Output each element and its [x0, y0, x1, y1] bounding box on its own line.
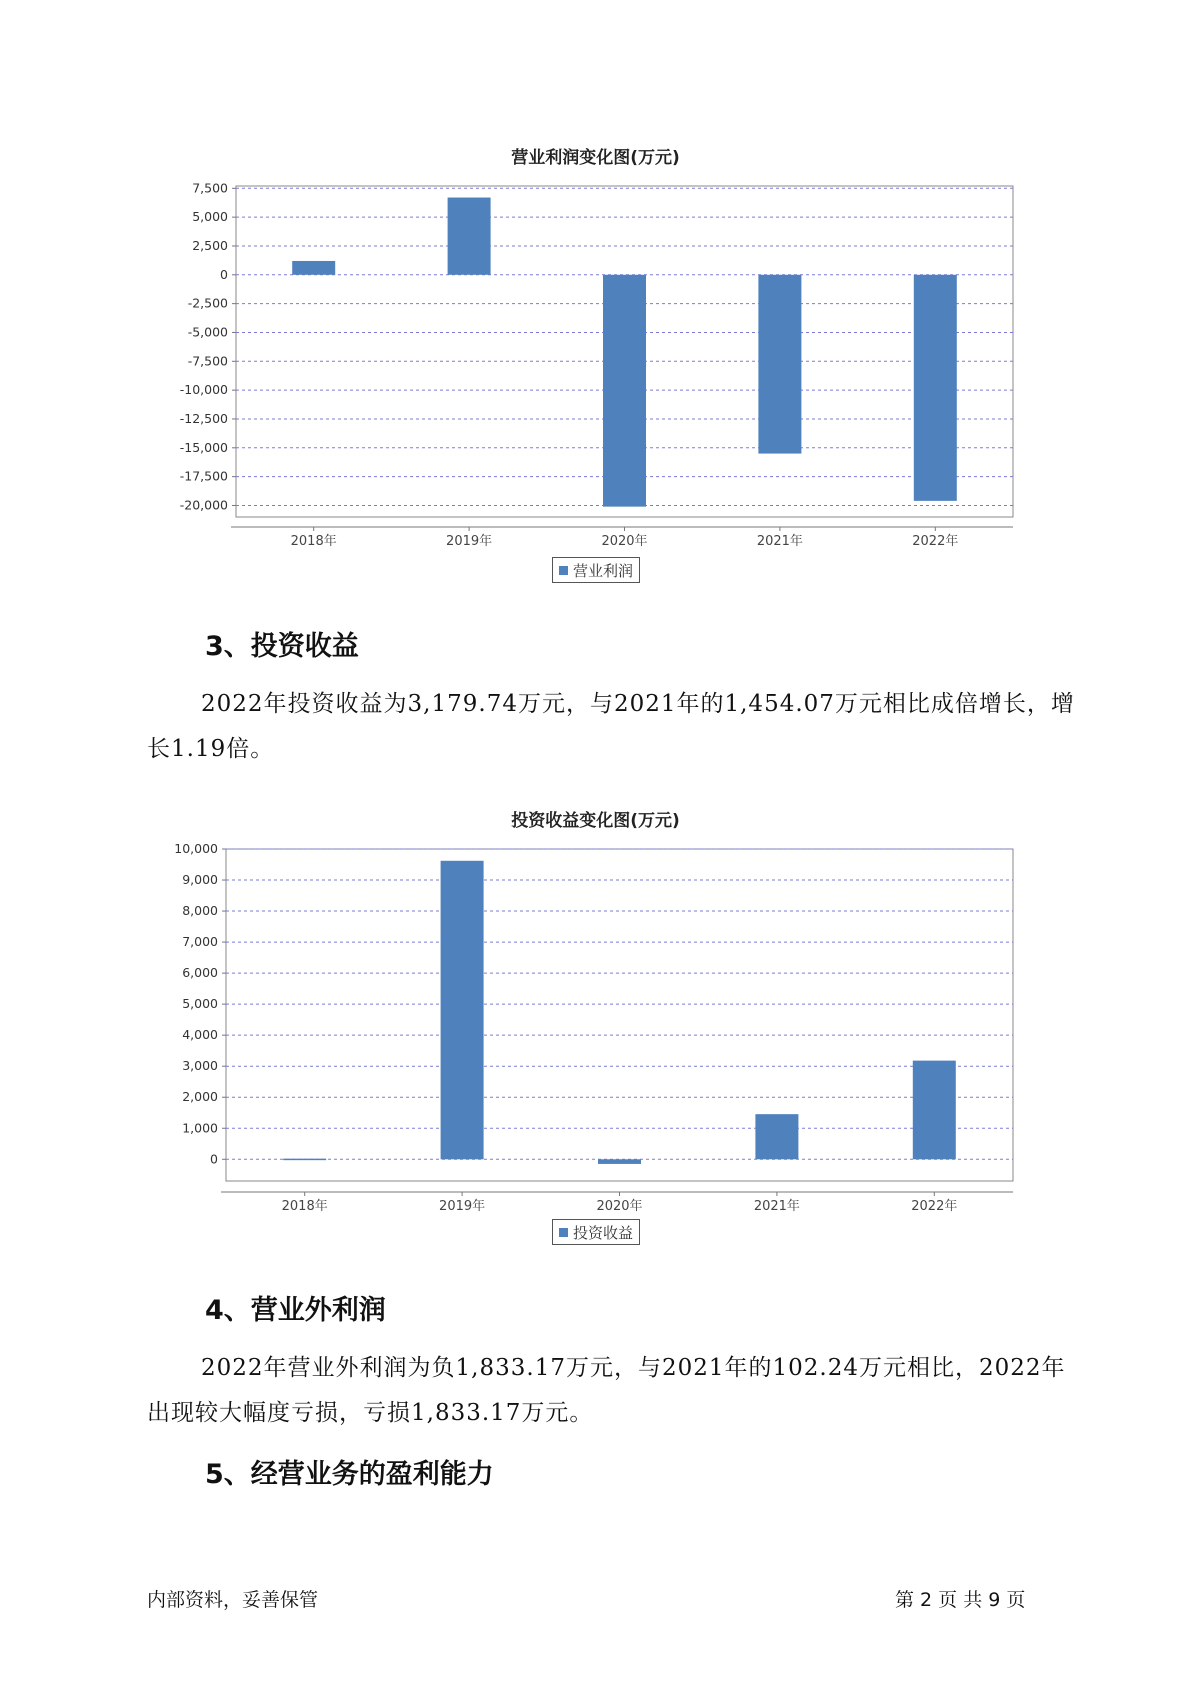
- y-tick-label: 10,000: [174, 841, 218, 856]
- x-tick-label: 2018年: [281, 1199, 328, 1214]
- plot-area: [226, 849, 1013, 1181]
- legend-swatch-icon: [559, 1228, 568, 1237]
- section-4-heading: 4、营业外利润: [205, 1295, 386, 1326]
- x-tick-label: 2020年: [596, 1199, 643, 1214]
- section-5-heading: 5、经营业务的盈利能力: [205, 1459, 494, 1490]
- y-tick-label: 0: [220, 266, 228, 282]
- y-tick-label: -2,500: [187, 295, 228, 311]
- y-tick-label: 0: [210, 1151, 218, 1167]
- bar-2021年: [755, 1114, 798, 1159]
- section-3-text: 2022年投资收益为3,179.74万元，与2021年的1,454.07万元相比成倍增长，增长1.19倍。: [147, 691, 1075, 762]
- footer-page-number: 第 2 页 共 9 页: [895, 1589, 1026, 1611]
- chart2-title: 投资收益变化图(万元): [511, 811, 680, 831]
- y-tick-label: -7,500: [187, 353, 228, 369]
- chart2-legend: [552, 1219, 640, 1245]
- x-tick-label: 2021年: [753, 1199, 800, 1214]
- section-3-heading: 3、投资收益: [205, 631, 359, 662]
- bar-2019年: [441, 861, 484, 1159]
- chart1-title: 营业利润变化图(万元): [511, 148, 680, 168]
- y-tick-label: 8,000: [182, 903, 218, 919]
- y-tick-label: 9,000: [182, 872, 218, 888]
- y-tick-label: 4,000: [182, 1027, 218, 1043]
- y-tick-label: -20,000: [179, 497, 228, 513]
- y-tick-label: 7,500: [192, 180, 228, 196]
- y-tick-label: 7,000: [182, 934, 218, 950]
- y-tick-label: -5,000: [187, 324, 228, 340]
- y-tick-label: -10,000: [179, 382, 228, 398]
- x-tick-label: 2022年: [912, 534, 959, 549]
- x-tick-label: 2021年: [756, 534, 803, 549]
- x-tick-label: 2019年: [446, 534, 493, 549]
- y-tick-label: 2,500: [192, 237, 228, 253]
- y-tick-label: 5,000: [192, 209, 228, 225]
- x-tick-label: 2018年: [290, 534, 337, 549]
- y-tick-label: -17,500: [179, 468, 228, 484]
- y-tick-label: 6,000: [182, 965, 218, 981]
- chart2-legend-label: 投资收益: [573, 1223, 634, 1242]
- bar-2022年: [913, 1061, 956, 1160]
- y-tick-label: 3,000: [182, 1058, 218, 1074]
- y-tick-label: -15,000: [179, 439, 228, 455]
- y-tick-label: 2,000: [182, 1089, 218, 1105]
- footer-confidential-note: 内部资料，妥善保管: [147, 1589, 319, 1611]
- y-tick-label: 5,000: [182, 996, 218, 1012]
- chart1-legend-label: 营业利润: [573, 561, 634, 580]
- bar-2018年: [283, 1159, 326, 1161]
- y-tick-label: 1,000: [182, 1120, 218, 1136]
- section-4-text: 2022年营业外利润为负1,833.17万元，与2021年的102.24万元相比，2022年出现较大幅度亏损，亏损1,833.17万元。: [147, 1355, 1066, 1426]
- bar-2020年: [598, 1159, 641, 1164]
- x-tick-label: 2020年: [601, 534, 648, 549]
- x-tick-label: 2022年: [911, 1199, 958, 1214]
- x-tick-label: 2019年: [439, 1199, 486, 1214]
- y-tick-label: -12,500: [179, 410, 228, 426]
